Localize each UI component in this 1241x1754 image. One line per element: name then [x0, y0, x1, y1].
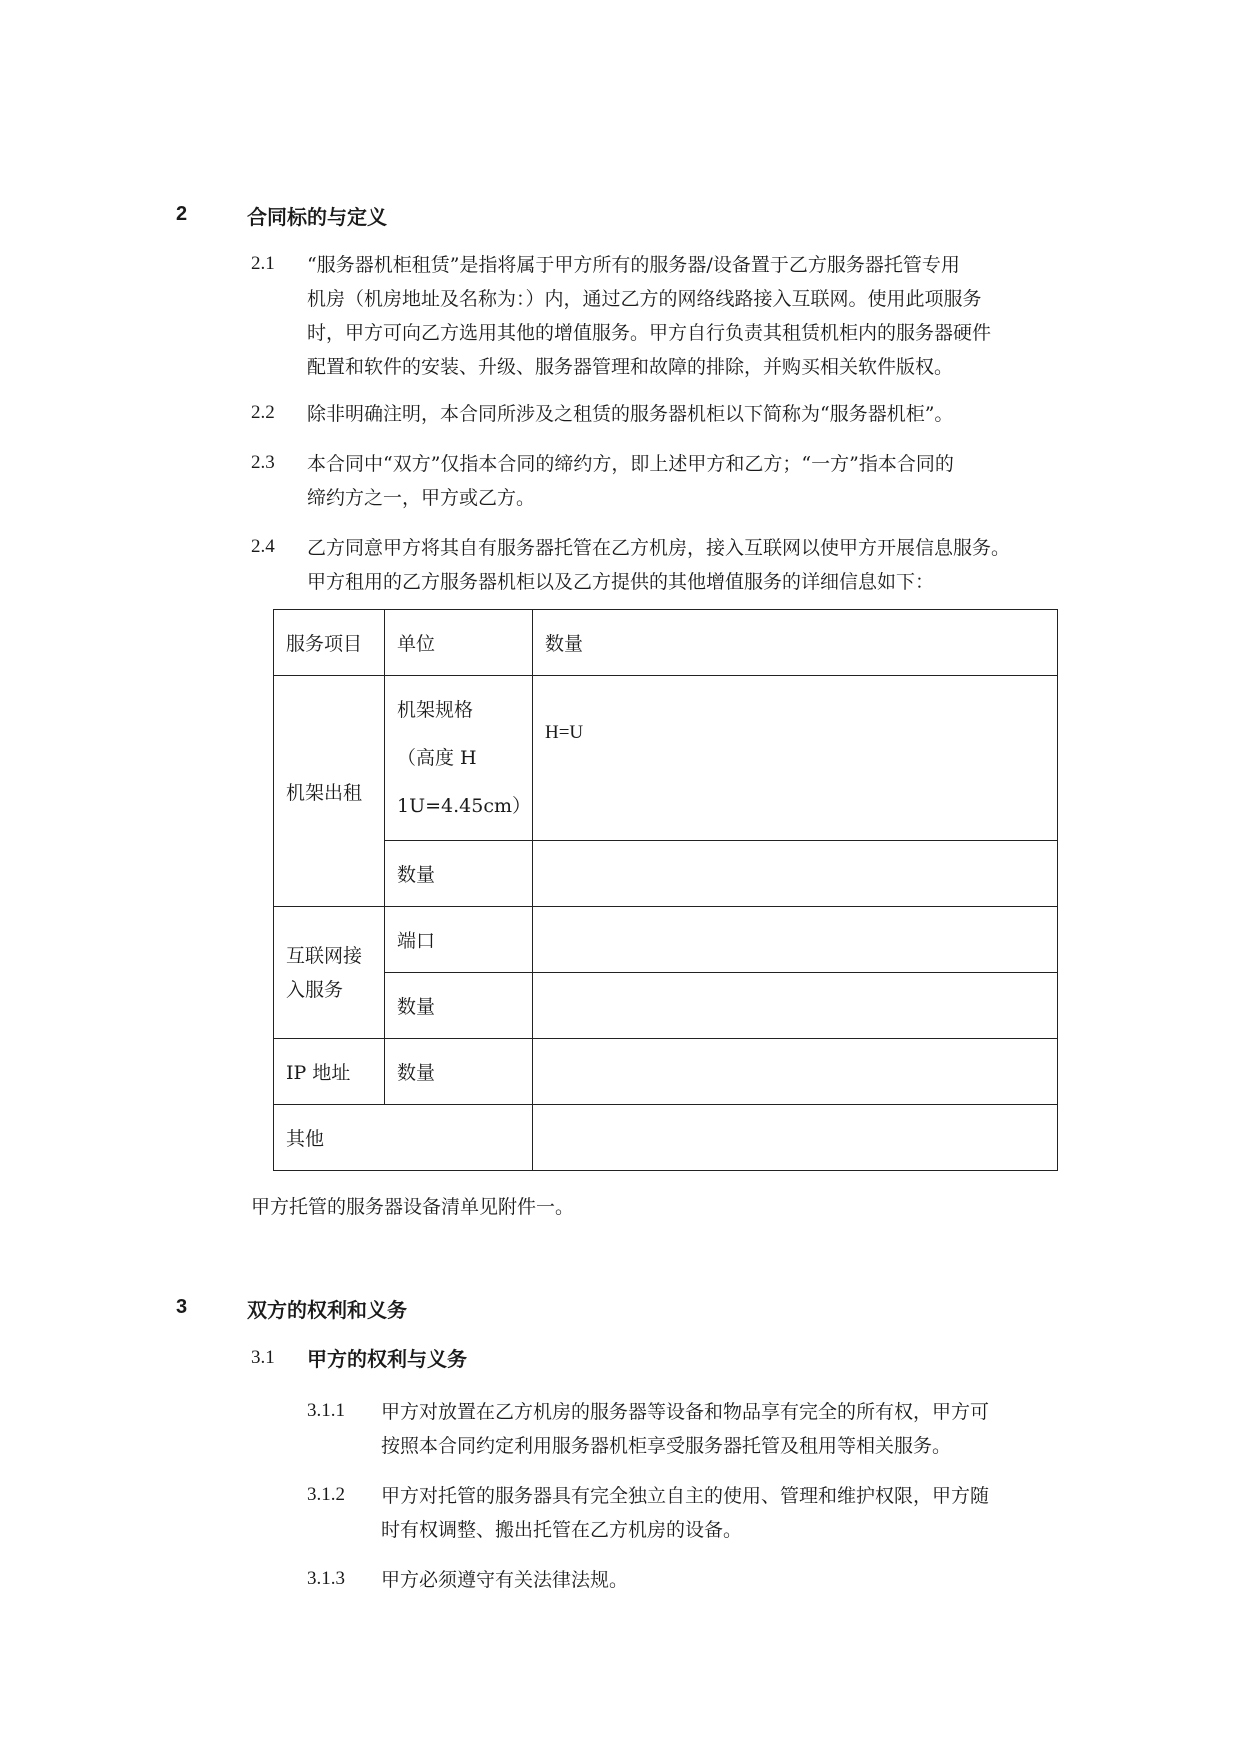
- table-row: [274, 676, 1058, 841]
- table-row: [274, 1105, 1058, 1171]
- section-3-title: 双方的权利和义务: [247, 1298, 407, 1322]
- section-3-number: 3: [176, 1296, 188, 1318]
- section-2-title: 合同标的与定义: [247, 205, 387, 229]
- ip-qty-value: [533, 1039, 1058, 1105]
- table-row: [274, 1039, 1058, 1105]
- table-row: [274, 907, 1058, 973]
- clause-number: 2.1: [251, 253, 275, 274]
- table-header-row: [274, 610, 1058, 676]
- item-number: 3.1.3: [307, 1568, 345, 1589]
- ip-qty-unit: 数量: [385, 1039, 533, 1105]
- internet-access-item: 互联网接 入服务: [274, 907, 385, 1039]
- table-row: [274, 973, 1058, 1039]
- table-row: [274, 841, 1058, 907]
- item-3-1-1-text: 甲方对放置在乙方机房的服务器等设备和物品享有完全的所有权，甲方可 按照本合同约定利用服务器机柜享受服务器托管及租用等相关服务。: [381, 1401, 990, 1457]
- clause-2-2-text: 除非明确注明，本合同所涉及之租赁的服务器机柜以下简称为“服务器机柜”。: [307, 403, 954, 425]
- rack-spec-unit: 机架规格 （高度 H 1U=4.45cm）: [385, 676, 533, 841]
- clause-2-3-text: 本合同中“双方”仅指本合同的缔约方，即上述甲方和乙方；“一方”指本合同的 缔约方之一，甲方或乙方。: [307, 453, 954, 509]
- ip-address-item: IP 地址: [274, 1039, 385, 1105]
- port-value: [533, 907, 1058, 973]
- header-unit: 单位: [385, 610, 533, 676]
- section-2-number: 2: [176, 203, 188, 225]
- port-unit: 端口: [385, 907, 533, 973]
- item-3-1-3-text: 甲方必须遵守有关法律法规。: [381, 1569, 629, 1591]
- item-number: 3.1.1: [307, 1400, 345, 1421]
- header-service-item: 服务项目: [274, 610, 385, 676]
- clause-2-1-text: “服务器机柜租赁”是指将属于甲方所有的服务器/设备置于乙方服务器托管专用 机房（机房地址及名称为：）内，通过乙方的网络线路接入互联网。使用此项服务 时，甲方可向乙方选用其他的增值服务。甲方自行负责其租赁机柜内的服务器硬件 配置和软件的安装、升级、服务器管理和故障的排除，并购买相关软件版权。: [307, 254, 992, 378]
- service-details-table: [273, 609, 1058, 1171]
- header-quantity: 数量: [533, 610, 1058, 676]
- rack-spec-value: H=U: [533, 676, 1058, 841]
- access-qty-value: [533, 973, 1058, 1039]
- item-3-1-2-text: 甲方对托管的服务器具有完全独立自主的使用、管理和维护权限，甲方随 时有权调整、搬出托管在乙方机房的设备。: [381, 1485, 990, 1541]
- clause-number: 2.4: [251, 536, 275, 557]
- other-item: 其他: [274, 1105, 533, 1171]
- equipment-list-note: 甲方托管的服务器设备清单见附件一。: [251, 1196, 575, 1218]
- access-qty-unit: 数量: [385, 973, 533, 1039]
- clause-number: 2.2: [251, 402, 275, 423]
- rack-rental-item: 机架出租: [274, 676, 385, 907]
- clause-number: 2.3: [251, 452, 275, 473]
- rack-qty-value: [533, 841, 1058, 907]
- subsection-number: 3.1: [251, 1347, 275, 1368]
- subsection-title: 甲方的权利与义务: [307, 1347, 467, 1371]
- clause-2-4-text: 乙方同意甲方将其自有服务器托管在乙方机房，接入互联网以使甲方开展信息服务。 甲方租用的乙方服务器机柜以及乙方提供的其他增值服务的详细信息如下：: [307, 537, 1011, 593]
- rack-qty-unit: 数量: [385, 841, 533, 907]
- item-number: 3.1.2: [307, 1484, 345, 1505]
- other-value: [533, 1105, 1058, 1171]
